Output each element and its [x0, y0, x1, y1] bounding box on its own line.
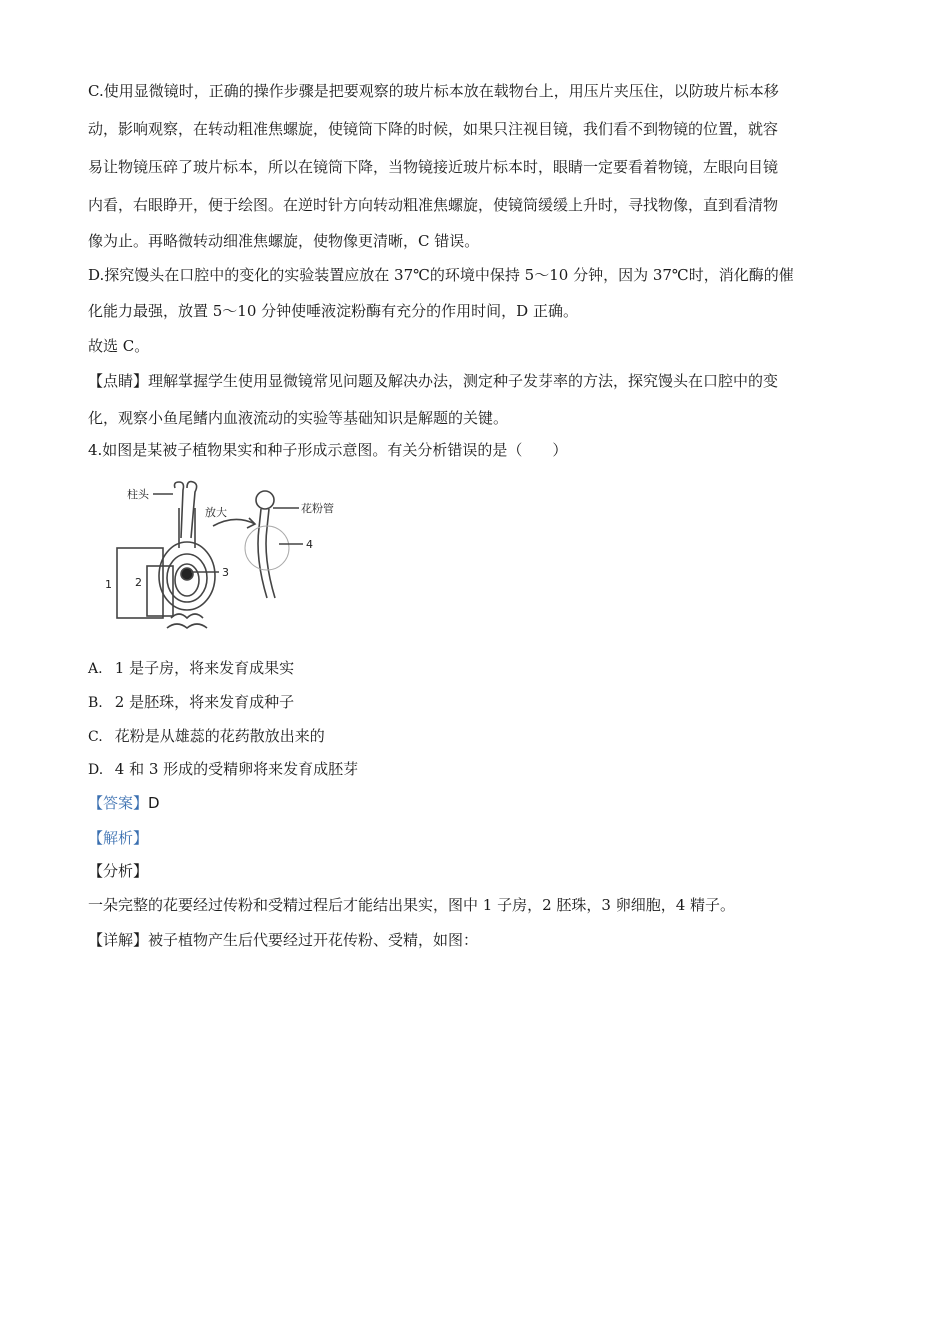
option-d-letter: D. [88, 762, 104, 778]
dianjing-line-1: 【点睛】理解掌握学生使用显微镜常见问题及解决办法，测定种子发芽率的方法，探究馒头在口腔中的变 [88, 372, 779, 390]
paragraph-c-line-1: C.使用显微镜时，正确的操作步骤是把要观察的玻片标本放在载物台上，用压片夹压住，以防玻片标本移 [88, 82, 779, 100]
option-c-letter: C. [88, 729, 103, 745]
detail-tag: 【详解】 [88, 931, 149, 949]
answer-line [88, 793, 160, 813]
option-a-text: 1 是子房，将来发育成果实 [114, 659, 295, 677]
paragraph-c-line-5: 像为止。再略微转动细准焦螺旋，使物像更清晰，C 错误。 [88, 232, 480, 250]
dianjing-line-2: 化，观察小鱼尾鳍内血液流动的实验等基础知识是解题的关键。 [88, 409, 509, 427]
flower-fertilization-diagram [95, 478, 365, 640]
option-b [88, 692, 294, 713]
label-pollen-tube: 花粉管 [301, 502, 334, 515]
label-4: 4 [306, 538, 313, 551]
option-a [88, 658, 294, 679]
option-b-letter: B. [88, 695, 103, 711]
fenxi-tag: 【分析】 [88, 862, 149, 880]
answer-tag: 【答案】 [88, 794, 149, 812]
choose-line: 故选 C。 [88, 337, 150, 355]
label-1: 1 [105, 578, 112, 591]
analysis-tag: 【解析】 [88, 829, 149, 847]
detail-line [88, 930, 478, 950]
paragraph-c-line-3: 易让物镜压碎了玻片标本，所以在镜筒下降，当物镜接近玻片标本时，眼睛一定要看着物镜，左眼向目镜 [88, 158, 779, 176]
paragraph-c-line-2: 动，影响观察，在转动粗准焦螺旋，使镜筒下降的时候，如果只注视目镜，我们看不到物镜的位置，就容 [88, 120, 779, 138]
label-3: 3 [222, 566, 229, 579]
detail-text: 被子植物产生后代要经过开花传粉、受精，如图： [148, 931, 479, 949]
option-d-text: 4 和 3 形成的受精卵将来发育成胚芽 [114, 760, 359, 778]
option-b-text: 2 是胚珠，将来发育成种子 [114, 693, 295, 711]
paragraph-d-line-1: D.探究馒头在口腔中的变化的实验装置应放在 37℃的环境中保持 5～10 分钟，因为 37℃时，消化酶的催 [88, 266, 794, 284]
paragraph-c-line-4: 内看，右眼睁开，便于绘图。在逆时针方向转动粗准焦螺旋，使镜筒缓缓上升时，寻找物像，直到看清物 [88, 196, 779, 214]
question-stem: 4.如图是某被子植物果实和种子形成示意图。有关分析错误的是（ ） [88, 441, 568, 459]
label-stigma: 柱头 [127, 488, 149, 501]
option-c-text: 花粉是从雄蕊的花药散放出来的 [114, 727, 325, 745]
label-enlarge: 放大 [205, 506, 227, 519]
fenxi-text: 一朵完整的花要经过传粉和受精过程后才能结出果实，图中 1 子房，2 胚珠，3 卵细胞，4 精子。 [88, 896, 736, 914]
answer-value: D [148, 794, 160, 812]
option-c [88, 726, 325, 747]
option-a-letter: A. [88, 661, 103, 677]
option-d [88, 759, 358, 780]
label-2: 2 [135, 576, 142, 589]
paragraph-d-line-2: 化能力最强，放置 5～10 分钟使唾液淀粉酶有充分的作用时间，D 正确。 [88, 302, 578, 320]
